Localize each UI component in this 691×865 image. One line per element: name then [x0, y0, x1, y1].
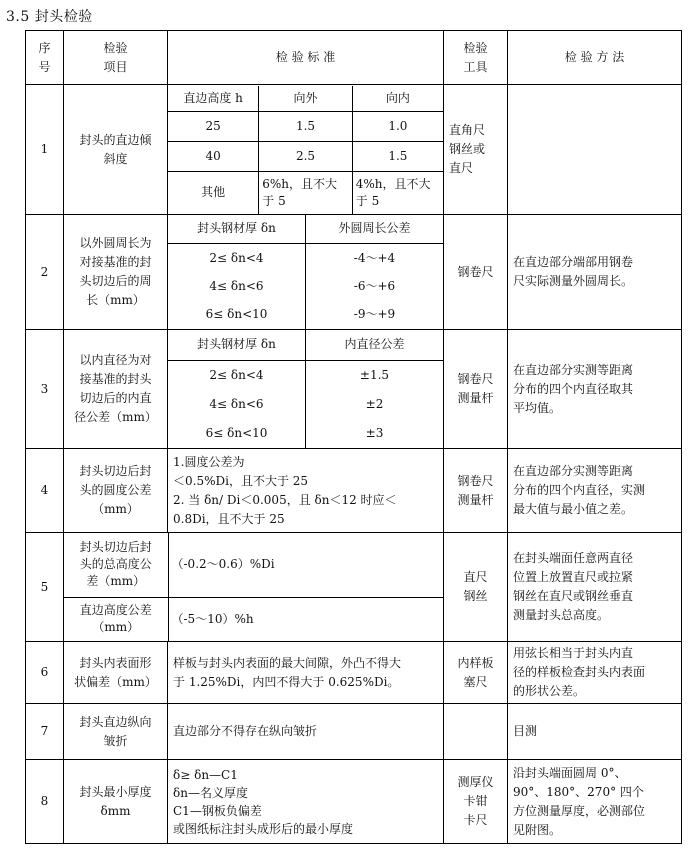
inspection-item: 以外圆周长为 对接基准的封 头切边后的周 长（mm） [64, 215, 168, 330]
subtable-cell: -6～+6 [353, 279, 396, 294]
table-row [26, 533, 682, 642]
inspection-table [25, 30, 682, 844]
inspection-tool: 内样板 塞尺 [444, 642, 508, 704]
header-seq: 序 号 [26, 31, 64, 85]
inspection-tool: 钢卷尺 [444, 215, 508, 330]
inspection-tool: 直角尺 钢丝或 直尺 [444, 85, 508, 215]
subtable-cell: 1.5 [259, 112, 353, 142]
standard-subtable [168, 85, 444, 215]
table-row [26, 85, 682, 215]
inspection-item: 以内直径为对 接基准的封头 切边后的内直 径公差（mm） [64, 330, 168, 449]
subtable-cell: 1.0 [352, 112, 443, 142]
inspection-method: 在封头端面任意两直径 位置上放置直尺或拉紧 钢丝在直尺或钢丝垂直 测量封头总高度。 [508, 533, 682, 642]
subtable-cell: 25 [168, 112, 259, 142]
subtable-cell: 其他 [168, 172, 259, 214]
subtable-header: 内直径公差 [306, 330, 444, 360]
subtable-cell: 6%h，且不大 于 5 [259, 172, 353, 214]
inspection-standard: （-0.2～0.6）%Di [168, 533, 443, 597]
subtable-header: 外圆周长公差 [306, 215, 444, 243]
inspection-method [508, 85, 682, 215]
inspection-tool: 钢卷尺 测量杆 [444, 330, 508, 449]
inspection-tool: 钢卷尺 测量杆 [444, 449, 508, 533]
inspection-standard: δ≥ δn—C1 δn—名义厚度 C1—钢板负偏差 或图纸标注封头成形后的最小厚度 [168, 760, 444, 844]
inspection-item: 封头切边后封 头的总高度公 差（mm） [64, 533, 168, 597]
inspection-item: 直边高度公差 （mm） [64, 597, 168, 641]
subtable-cell: 6≤ δn<10 [205, 307, 268, 322]
row-number: 7 [26, 704, 64, 760]
subtable-cell: -4～+4 [353, 251, 396, 266]
table-row [26, 760, 682, 844]
inspection-method: 目测 [508, 704, 682, 760]
table-row [26, 330, 682, 449]
row-number: 4 [26, 449, 64, 533]
header-tool: 检验 工具 [444, 31, 508, 85]
row-number: 2 [26, 215, 64, 330]
standard-subtable [168, 215, 444, 330]
subtable-header: 封头钢材厚 δn [168, 215, 306, 243]
subtable-cell: 2≤ δn<4 [209, 251, 264, 266]
inspection-item: 封头内表面形 状偏差（mm） [64, 642, 168, 704]
subtable-cell: 4≤ δn<6 [209, 396, 264, 411]
header-method: 检 验 方 法 [508, 31, 682, 85]
subtable-cell: ±2 [365, 396, 384, 411]
row-number: 8 [26, 760, 64, 844]
subtable-header: 封头钢材厚 δn [168, 330, 306, 360]
subtable-cell: 1.5 [352, 142, 443, 172]
header-standard: 检 验 标 准 [168, 31, 444, 85]
header-item: 检验 项目 [64, 31, 168, 85]
standard-subtable [168, 330, 444, 449]
subtable-cell: ±3 [365, 425, 384, 440]
inspection-item: 封头的直边倾 斜度 [64, 85, 168, 215]
split-cell [64, 533, 444, 642]
subtable-cell: 40 [168, 142, 259, 172]
subtable-cell: 2≤ δn<4 [209, 367, 264, 382]
inspection-standard: （-5～10）%h [168, 597, 443, 641]
inspection-item: 封头切边后封 头的圆度公差 （mm） [64, 449, 168, 533]
row-number: 6 [26, 642, 64, 704]
subtable-header: 直边高度 h [168, 86, 259, 112]
inspection-item: 封头最小厚度 δmm [64, 760, 168, 844]
table-row [26, 215, 682, 330]
subtable-header: 向外 [259, 86, 353, 112]
inspection-method: 沿封头端面圆周 0°、 90°、180°、270° 四个 方位测量厚度，必测部位 见附图。 [508, 760, 682, 844]
inspection-tool: 直尺 钢丝 [444, 533, 508, 642]
subtable-cell: 4%h，且不大 于 5 [352, 172, 443, 214]
section-title: 3.5 封头检验 [6, 9, 93, 25]
subtable-cell: 6≤ δn<10 [205, 425, 268, 440]
subtable-header: 向内 [352, 86, 443, 112]
row-number: 1 [26, 85, 64, 215]
subtable-cell: 4≤ δn<6 [209, 279, 264, 294]
inspection-method: 在直边部分实测等距离 分布的四个内直径取其 平均值。 [508, 330, 682, 449]
inspection-standard: 样板与封头内表面的最大间隙，外凸不得大 于 1.25%Di，内凹不得大于 0.625%Di。 [168, 642, 444, 704]
inspection-method: 在直边部分端部用钢卷 尺实际测量外圆周长。 [508, 215, 682, 330]
header-row [26, 31, 682, 85]
inspection-standard: 直边部分不得存在纵向皱折 [168, 704, 444, 760]
inspection-standard: 1.圆度公差为 ＜0.5%Di，且不大于 25 2. 当 δn/ Di＜0.005，且 δn＜12 时应＜ 0.8Di，且不大于 25 [168, 449, 444, 533]
inspection-tool [444, 704, 508, 760]
subtable-cell: ±1.5 [359, 367, 390, 382]
table-row [26, 704, 682, 760]
subtable-cell: 2.5 [259, 142, 353, 172]
row-number: 3 [26, 330, 64, 449]
table-row [26, 642, 682, 704]
row-number: 5 [26, 533, 64, 642]
inspection-method: 在直边部分实测等距离 分布的四个内直径，实测 最大值与最小值之差。 [508, 449, 682, 533]
inspection-tool: 测厚仪 卡钳 卡尺 [444, 760, 508, 844]
inspection-method: 用弦长相当于封头内直 径的样板检查封头内表面 的形状公差。 [508, 642, 682, 704]
table-row [26, 449, 682, 533]
subtable-cell: -9～+9 [353, 307, 396, 322]
inspection-item: 封头直边纵向 皱折 [64, 704, 168, 760]
